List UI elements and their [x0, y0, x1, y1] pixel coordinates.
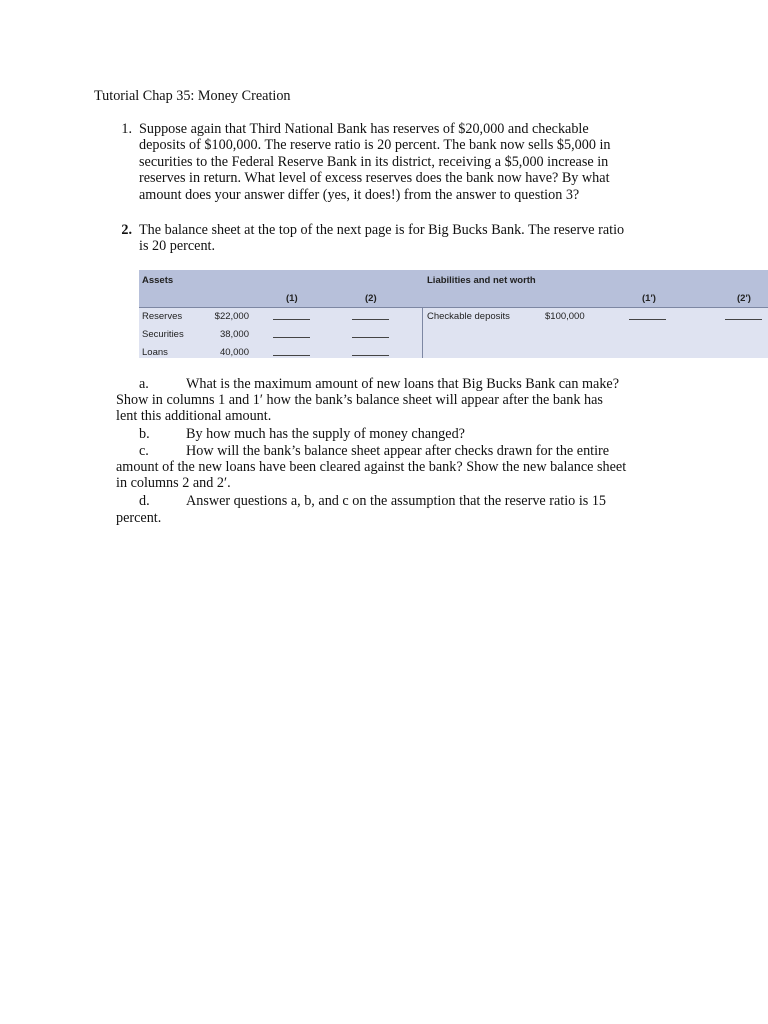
question-2-line: The balance sheet at the top of the next page is for Big Bucks Bank. The reserve ratio — [139, 222, 625, 238]
sub-question-d-line: percent. — [116, 510, 162, 526]
question-2-line: is 20 percent. — [139, 238, 216, 255]
question-2-text — [139, 222, 679, 255]
column-1-header: (1) — [286, 293, 298, 304]
asset-value-securities: 38,000 — [219, 329, 249, 340]
asset-label-reserves: Reserves — [142, 311, 183, 322]
page-title: Tutorial Chap 35: Money Creation — [94, 88, 291, 104]
sub-question-d-continuation — [116, 510, 681, 526]
asset-value-loans: 40,000 — [219, 347, 249, 358]
sub-question-a-line: Show in columns 1 and 1′ how the bank’s balance sheet will appear after the bank has — [116, 392, 603, 408]
column-2-prime-header: (2′) — [737, 293, 751, 304]
balance-sheet-table — [139, 270, 768, 358]
sub-question-d-letter: d. — [139, 493, 150, 509]
asset-label-loans: Loans — [142, 347, 168, 358]
sub-question-c-line: amount of the new loans have been cleared against the bank? Show the new balance sheet — [116, 459, 627, 475]
question-1-number: 1. — [121, 121, 132, 137]
blank-reserves-col2 — [352, 319, 389, 320]
column-1-prime-header: (1′) — [642, 293, 656, 304]
sub-question-c-letter: c. — [139, 443, 149, 459]
sub-question-c-text: How will the bank’s balance sheet appear after checks drawn for the entire — [186, 443, 610, 459]
blank-securities-col2 — [352, 337, 389, 338]
blank-securities-col1 — [273, 337, 310, 338]
column-divider — [422, 307, 423, 358]
sub-question-a-letter: a. — [139, 376, 149, 392]
asset-label-securities: Securities — [142, 329, 184, 340]
question-1-text — [139, 121, 679, 203]
blank-deposits-col1-prime — [629, 319, 666, 320]
sub-question-a-text: What is the maximum amount of new loans that Big Bucks Bank can make? — [186, 376, 620, 392]
question-1-line: Suppose again that Third National Bank has reserves of $20,000 and checkable — [139, 121, 589, 137]
sub-question-d-text: Answer questions a, b, and c on the assumption that the reserve ratio is 15 — [186, 493, 607, 509]
question-1-line: deposits of $100,000. The reserve ratio is 20 percent. The bank now sells $5,000 in — [139, 137, 611, 154]
liabilities-header: Liabilities and net worth — [427, 275, 536, 286]
header-divider — [139, 307, 768, 308]
blank-loans-col1 — [273, 355, 310, 356]
sub-question-a-line: lent this additional amount. — [116, 408, 272, 425]
asset-value-reserves: $22,000 — [214, 311, 249, 322]
sub-question-c-continuation — [116, 459, 681, 492]
sub-question-b-text: By how much has the supply of money changed? — [186, 426, 465, 442]
question-1-line: securities to the Federal Reserve Bank in its district, receiving a $5,000 increase in — [139, 153, 609, 170]
liability-value-checkable-deposits: $100,000 — [545, 311, 585, 322]
sub-question-b-letter: b. — [139, 426, 150, 442]
question-1-line: reserves in return. What level of excess reserves does the bank now have? By what — [139, 170, 610, 187]
assets-header: Assets — [142, 275, 174, 286]
sub-question-a-continuation — [116, 392, 681, 425]
sub-question-c-line: in columns 2 and 2′. — [116, 475, 231, 492]
question-2-number: 2. — [121, 222, 132, 238]
question-1-line: amount does your answer differ (yes, it does!) from the answer to question 3? — [139, 186, 580, 203]
column-2-header: (2) — [365, 293, 377, 304]
blank-reserves-col1 — [273, 319, 310, 320]
blank-deposits-col2-prime — [725, 319, 762, 320]
liability-label-checkable-deposits: Checkable deposits — [427, 311, 510, 322]
blank-loans-col2 — [352, 355, 389, 356]
